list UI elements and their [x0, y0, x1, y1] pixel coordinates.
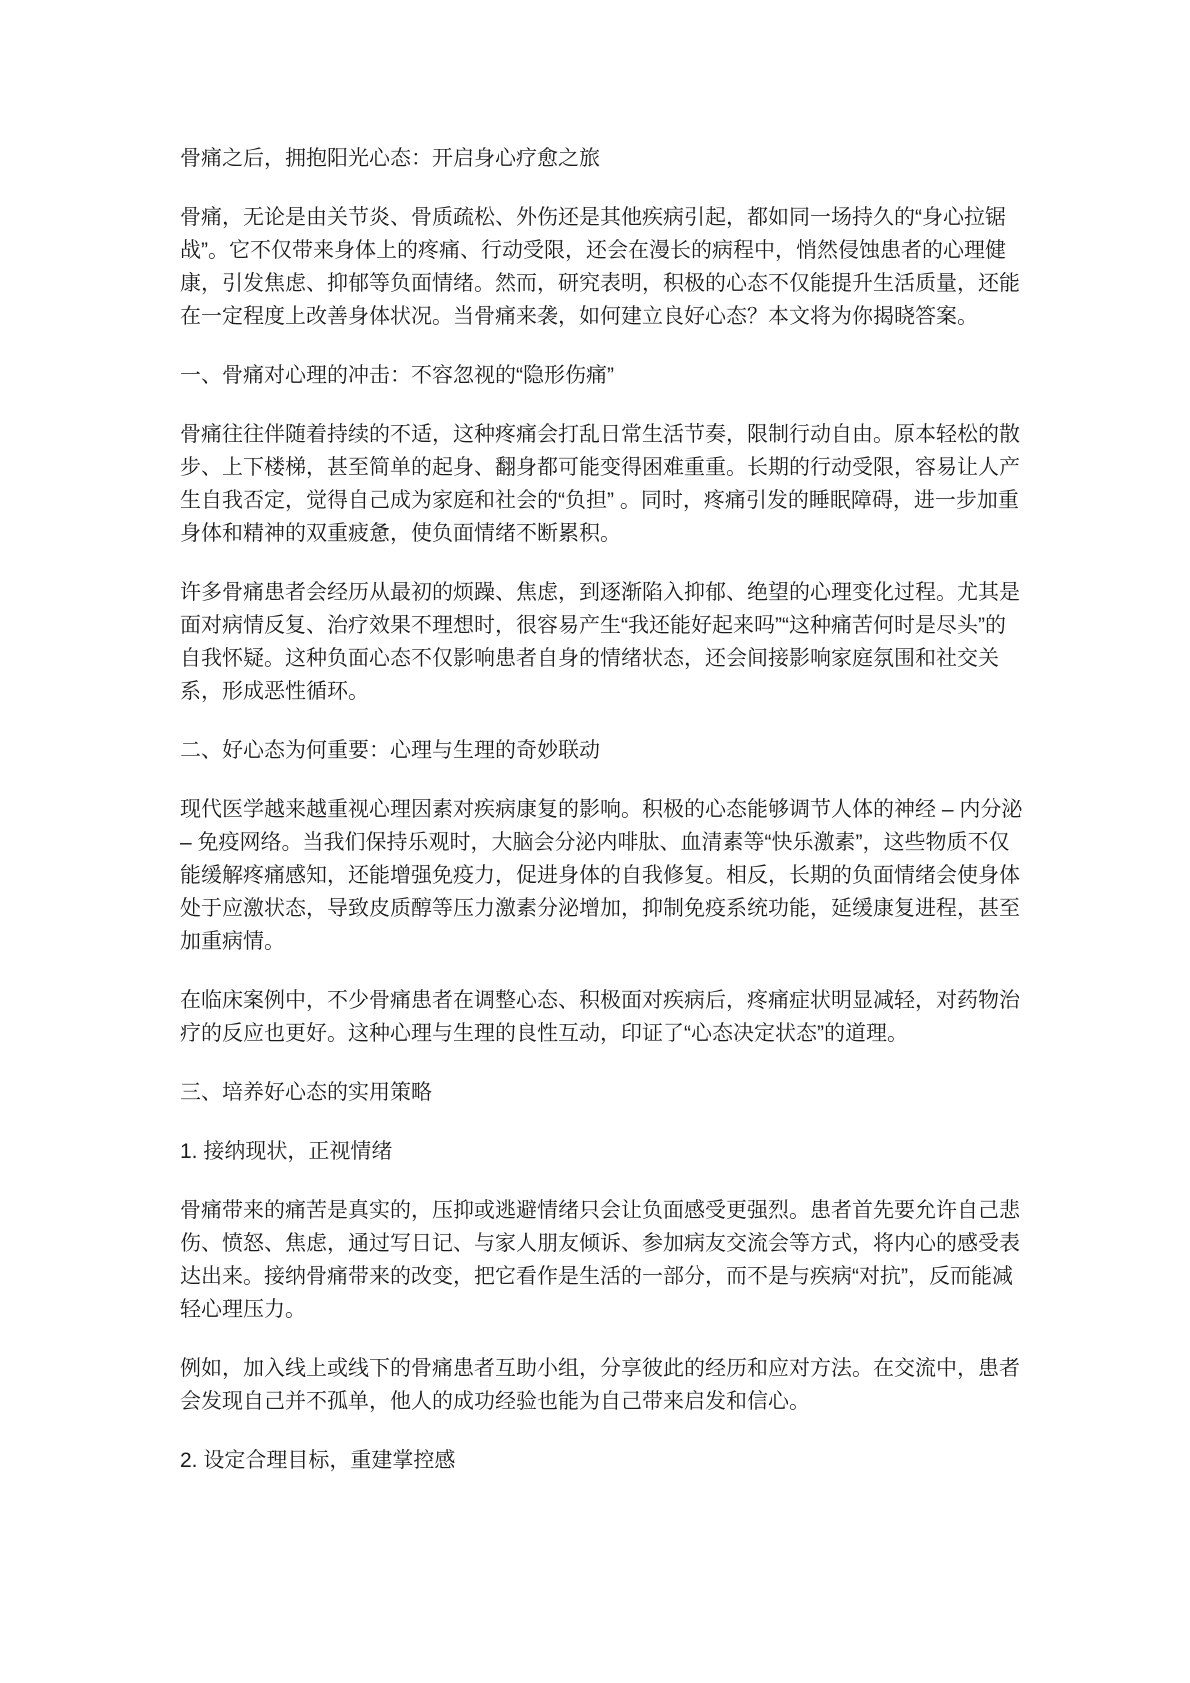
strategy-1-paragraph-2: 例如，加入线上或线下的骨痛患者互助小组，分享彼此的经历和应对方法。在交流中，患者会发现自己并不孤单，他人的成功经验也能为自己带来启发和信心。: [180, 1357, 1020, 1413]
intro-paragraph: 骨痛，无论是由关节炎、骨质疏松、外伤还是其他疾病引起，都如同一场持久的“身心拉锯战”。它不仅带来身体上的疼痛、行动受限，还会在漫长的病程中，悄然侵蚀患者的心理健康，引发焦虑、抑郁等负面情绪。然而，研究表明，积极的心态不仅能提升生活质量，还能在一定程度上改善身体状况。当骨痛来袭，如何建立良好心态？本文将为你揭晓答案。: [180, 206, 1020, 328]
document-content: [180, 142, 1025, 1477]
section-2-paragraph-2: 在临床案例中，不少骨痛患者在调整心态、积极面对疾病后，疼痛症状明显减轻，对药物治疗的反应也更好。这种心理与生理的良性互动，印证了“心态决定状态”的道理。: [180, 989, 1020, 1045]
document-title: 骨痛之后，拥抱阳光心态：开启身心疗愈之旅: [180, 147, 600, 170]
section-1-heading: 一、骨痛对心理的冲击：不容忽视的“隐形伤痛”: [180, 364, 614, 387]
strategy-2-subheading: 2. 设定合理目标，重建掌控感: [180, 1449, 456, 1472]
section-1-paragraph-1: 骨痛往往伴随着持续的不适，这种疼痛会打乱日常生活节奏，限制行动自由。原本轻松的散步、上下楼梯，甚至简单的起身、翻身都可能变得困难重重。长期的行动受限，容易让人产生自我否定，觉得自己成为家庭和社会的“负担” 。同时，疼痛引发的睡眠障碍，进一步加重身体和精神的双重疲惫，使负面情绪不断累积。: [180, 423, 1020, 545]
strategy-1-paragraph-1: 骨痛带来的痛苦是真实的，压抑或逃避情绪只会让负面感受更强烈。患者首先要允许自己悲伤、愤怒、焦虑，通过写日记、与家人朋友倾诉、参加病友交流会等方式，将内心的感受表达出来。接纳骨痛带来的改变，把它看作是生活的一部分，而不是与疾病“对抗”，反而能减轻心理压力。: [180, 1199, 1020, 1321]
strategy-1-subheading: 1. 接纳现状，正视情绪: [180, 1140, 393, 1163]
section-2-heading: 二、好心态为何重要：心理与生理的奇妙联动: [180, 739, 600, 762]
section-2-paragraph-1: 现代医学越来越重视心理因素对疾病康复的影响。积极的心态能够调节人体的神经 – 内分泌 – 免疫网络。当我们保持乐观时，大脑会分泌内啡肽、血清素等“快乐激素”，这些物质不仅能缓解疼痛感知，还能增强免疫力，促进身体的自我修复。相反，长期的负面情绪会使身体处于应激状态，导致皮质醇等压力激素分泌增加，抑制免疫系统功能，延缓康复进程，甚至加重病情。: [180, 798, 1023, 953]
section-3-heading: 三、培养好心态的实用策略: [180, 1081, 432, 1104]
section-1-paragraph-2: 许多骨痛患者会经历从最初的烦躁、焦虑，到逐渐陷入抑郁、绝望的心理变化过程。尤其是面对病情反复、治疗效果不理想时，很容易产生“我还能好起来吗”“这种痛苦何时是尽头”的自我怀疑。这种负面心态不仅影响患者自身的情绪状态，还会间接影响家庭氛围和社交关系，形成恶性循环。: [180, 581, 1020, 703]
